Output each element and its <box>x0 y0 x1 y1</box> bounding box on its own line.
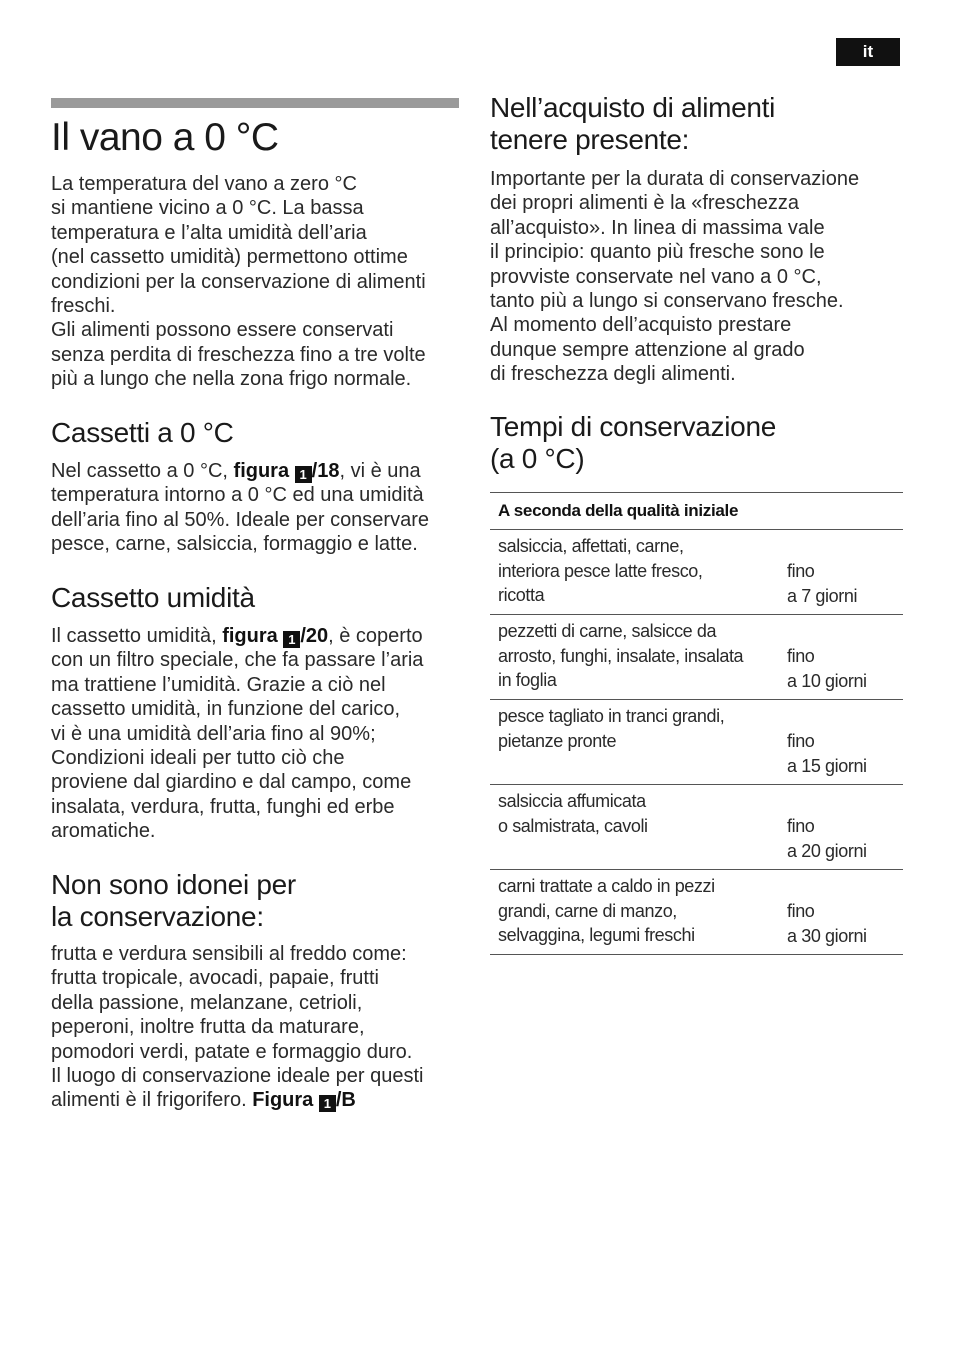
figure-number-box: 1 <box>283 631 300 648</box>
figure-reference[interactable]: figura 1 /18 <box>233 460 340 482</box>
table-row <box>490 530 903 615</box>
table-row <box>490 870 903 955</box>
non-idonei-paragraph: frutta e verdura sensibili al freddo come: frutta tropicale, avocadi, papaie, frutti della passione, melanzane, cetrioli, peperoni, inoltre frutta da maturare, pomodori verdi, patate e formaggio duro. Il luogo di conservazione ideale per questi alimenti è il frigorifero. Figura 1 /B <box>51 943 424 1112</box>
food-cell: carni trattate a caldo in pezzi grandi, carne di manzo, selvaggina, legumi freschi <box>498 876 715 945</box>
figure-number-box: 1 <box>319 1095 336 1112</box>
duration-cell: fino a 10 giorni <box>787 646 867 691</box>
table-row <box>490 785 903 870</box>
storage-times-table <box>490 492 903 955</box>
duration-cell: fino a 30 giorni <box>787 901 867 946</box>
table-row <box>490 615 903 700</box>
umidita-paragraph: Il cassetto umidità, figura 1 /20, è coperto con un filtro speciale, che fa passare l’aria ma trattiene l’umidità. Grazie a ciò nel cassetto umidità, in funzione del carico, vi è una umidità dell’aria fino al 90%; Condizioni ideali per tutto ciò che proviene dal giardino e dal campo, come insalata, verdura, frutta, funghi ed erbe aromatiche. <box>51 625 424 843</box>
acquisto-heading: Nell’acquisto di alimenti tenere presente: <box>490 92 776 155</box>
cassetti-paragraph: Nel cassetto a 0 °C, figura 1 /18, vi è una temperatura intorno a 0 °C ed una umidità dell’aria fino al 50%. Ideale per conservare pesce, carne, salsiccia, formaggio e latte. <box>51 460 429 556</box>
tempi-heading: Tempi di conservazione (a 0 °C) <box>490 411 776 474</box>
table-header: A seconda della qualità iniziale <box>490 493 903 530</box>
cassetti-heading: Cassetti a 0 °C <box>51 417 234 448</box>
figure-reference[interactable]: Figura 1 /B <box>252 1089 356 1112</box>
intro-paragraph: La temperatura del vano a zero °C si mantiene vicino a 0 °C. La bassa temperatura e l’alta umidità dell’aria (nel cassetto umidità) permettono ottime condizioni per la conservazione di alimenti freschi. Gli alimenti possono essere conservati senza perdita di freschezza fino a tre volte più a lungo che nella zona frigo normale. <box>51 173 426 391</box>
food-cell: salsiccia, affettati, carne, interiora pesce latte fresco, ricotta <box>498 536 703 605</box>
table-row <box>490 700 903 785</box>
food-cell: salsiccia affumicata o salmistrata, cavoli <box>498 791 648 836</box>
umidita-heading: Cassetto umidità <box>51 582 255 613</box>
non-idonei-heading: Non sono idonei per la conservazione: <box>51 869 296 932</box>
duration-cell: fino a 20 giorni <box>787 816 867 861</box>
figure-number-box: 1 <box>295 466 312 483</box>
acquisto-paragraph: Importante per la durata di conservazione dei propri alimenti è la «freschezza all’acquisto». In linea di massima vale il principio: quanto più fresche sono le provviste conservate nel vano a 0 °C, tanto più a lungo si conservano fresche. Al momento dell’acquisto prestare dunque sempre attenzione al grado di freschezza degli alimenti. <box>490 168 860 386</box>
page-title: Il vano a 0 °C <box>51 116 279 159</box>
food-cell: pezzetti di carne, salsicce da arrosto, funghi, insalate, insalata in foglia <box>498 621 744 690</box>
section-rule <box>51 98 459 108</box>
duration-cell: fino a 15 giorni <box>787 731 867 776</box>
food-cell: pesce tagliato in tranci grandi, pietanze pronte <box>498 706 725 751</box>
duration-cell: fino a 7 giorni <box>787 561 858 606</box>
figure-reference[interactable]: figura 1 /20 <box>222 625 329 647</box>
language-badge: it <box>836 38 900 66</box>
